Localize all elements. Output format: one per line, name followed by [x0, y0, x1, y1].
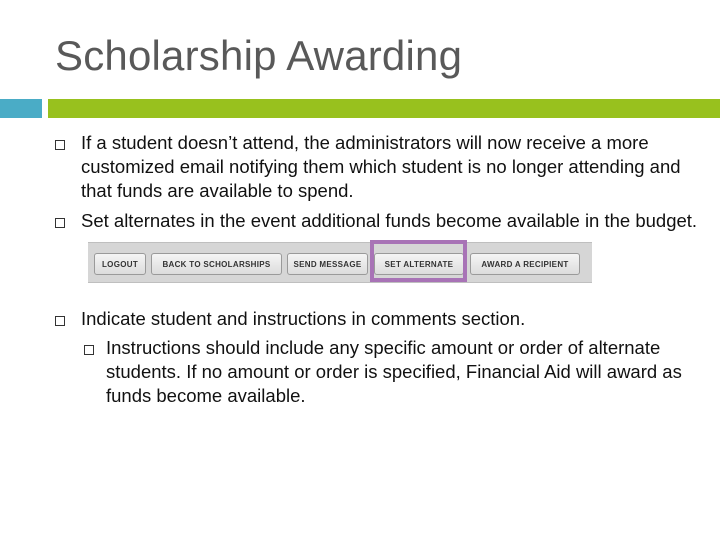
bullet-square-icon	[55, 140, 65, 150]
sub-bullet-square-icon	[84, 345, 94, 355]
bullet-square-icon	[55, 218, 65, 228]
bullet-text: Set alternates in the event additional funds become available in the budget.	[81, 210, 698, 231]
award-recipient-button[interactable]: AWARD A RECIPIENT	[470, 253, 580, 275]
accent-bar-teal	[0, 99, 42, 118]
set-alternate-button[interactable]: SET ALTERNATE	[374, 253, 464, 275]
accent-bar-green	[48, 99, 720, 118]
scholarship-nav-toolbar	[88, 242, 592, 283]
sub-bullet-text: Instructions should include any specific amount or order of alternate students. If no amount or order is specified, Financial Aid will award as funds become available.	[106, 337, 682, 406]
slide-title: Scholarship Awarding	[55, 32, 463, 79]
bullet-text: If a student doesn’t attend, the administrators will now receive a more customized email notifying them which student is no longer attending and that funds are available to spend.	[81, 132, 681, 201]
set-alternate-highlight-box	[370, 240, 467, 282]
send-message-button[interactable]: SEND MESSAGE	[287, 253, 368, 275]
bullet-text: Indicate student and instructions in comments section.	[81, 308, 526, 329]
back-to-scholarships-button[interactable]: BACK TO SCHOLARSHIPS	[151, 253, 282, 275]
bullet-square-icon	[55, 316, 65, 326]
logout-button[interactable]: LOGOUT	[94, 253, 146, 275]
